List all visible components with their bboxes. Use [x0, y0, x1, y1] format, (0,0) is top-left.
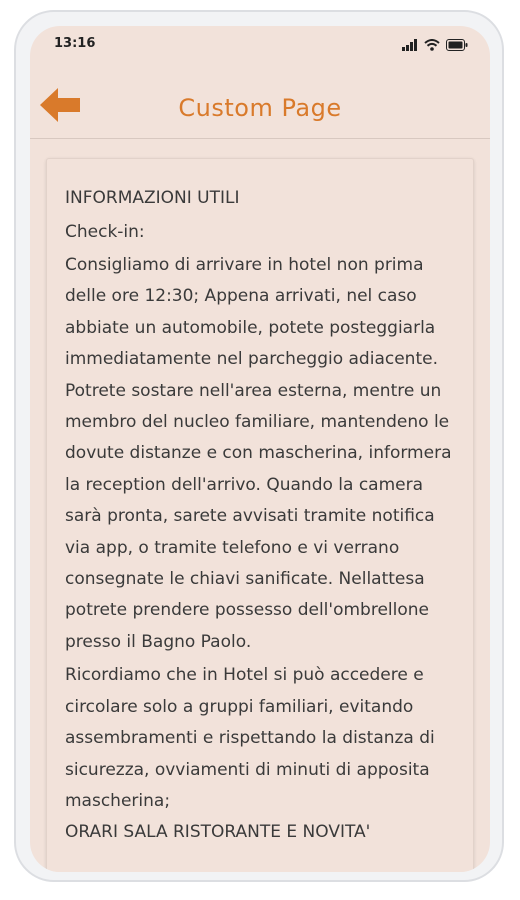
battery-icon [446, 36, 468, 55]
checkin-label: Check-in: [65, 222, 145, 242]
signal-icon [402, 36, 418, 55]
next-section-heading: ORARI SALA RISTORANTE E NOVITA' [65, 822, 371, 843]
section-heading: INFORMAZIONI UTILI [65, 188, 240, 208]
rules-paragraph: Ricordiamo che in Hotel si può accedere e circolare solo a gruppi familiari, evitando assembramenti e rispettando la distanza di sicurezza, ovviamenti di minuti di apposita mascherina; [65, 665, 435, 811]
app-header [30, 66, 490, 139]
page-title: Custom Page [178, 94, 342, 122]
status-time: 13:16 [54, 36, 96, 51]
status-bar [30, 26, 490, 60]
wifi-icon [424, 36, 440, 55]
content-card[interactable] [46, 158, 474, 872]
device-frame [14, 10, 504, 882]
checkin-paragraph: Consigliamo di arrivare in hotel non prima delle ore 12:30; Appena arrivati, nel caso abbiate un automobile, potete posteggiarla immediatamente nel parcheggio adiacente. Potrete sostare nell'area esterna, mentre un membro del nucleo familiare, mantendeno le dovute distanze e con mascherina, informera la reception dell'arrivo. Quando la camera sarà pronta, sarete avvisati tramite notifica via app, o tramite telefono e vi verrano consegnate le chiavi sanificate. Nellattesa potrete prendere possesso dell'ombrellone presso il Bagno Paolo. [65, 255, 452, 652]
app-screen [30, 26, 490, 872]
status-icons [402, 36, 468, 55]
